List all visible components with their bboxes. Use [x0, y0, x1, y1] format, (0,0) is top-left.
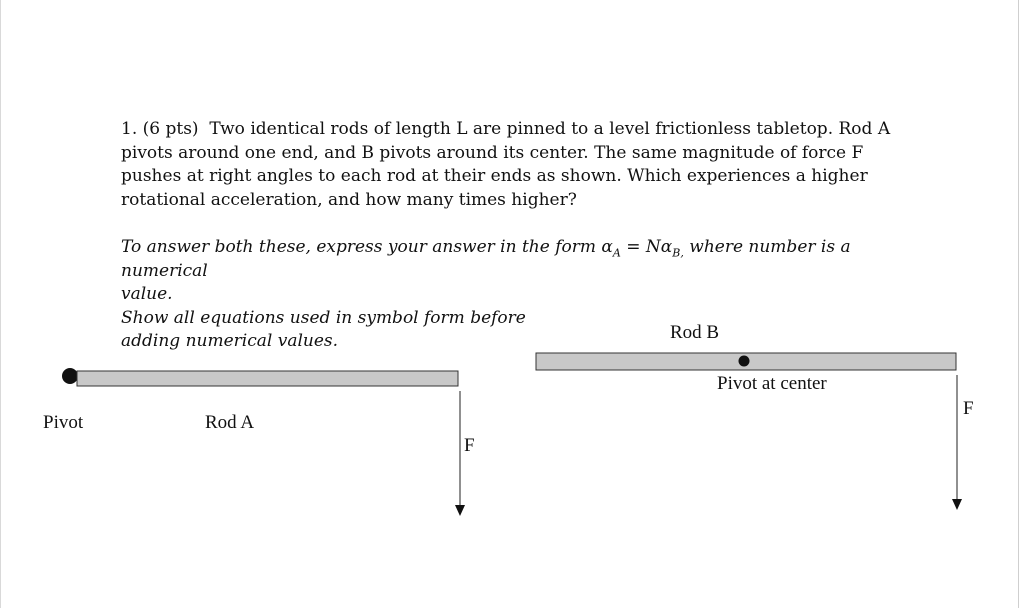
question-line-2: pivots around one end, and B pivots around its center. The same magnitude of force F: [121, 142, 864, 163]
rod-b-pivot-label: Pivot at center: [717, 373, 827, 394]
rod-b-force-arrowhead: [952, 499, 962, 510]
rod-a-label: Rod A: [205, 412, 255, 433]
rod-a-bar: [77, 371, 458, 386]
alpha-b-symbol: α: [660, 237, 673, 257]
instruction-line-4: adding numerical values.: [121, 331, 339, 351]
instruction-line-2: value.: [121, 284, 173, 304]
rod-b-force-label: F: [963, 398, 974, 419]
equals-n: = N: [620, 237, 661, 257]
alpha-b-subscript: B,: [672, 246, 684, 260]
rod-b-pivot-dot: [739, 356, 750, 367]
instruction-line-3: Show all equations used in symbol form before: [121, 307, 526, 328]
rod-a-pivot-dot: [62, 368, 78, 384]
question-line-1-text: Two identical rods of length L are pinned to a level frictionless tabletop. Rod A: [209, 119, 891, 139]
question-points: (6 pts): [142, 119, 199, 139]
rod-a-pivot-label: Pivot: [43, 412, 84, 433]
rod-a-force-arrowhead: [455, 505, 465, 516]
alpha-a-subscript: A: [612, 246, 621, 260]
question-line-3: pushes at right angles to each rod at their ends as shown. Which experiences a higher: [121, 166, 868, 186]
question-number: 1.: [121, 119, 138, 139]
rod-b-label: Rod B: [670, 322, 720, 343]
instruction-line-1-end: where number is a numerical: [121, 237, 851, 281]
instruction-line-1-start: To answer both these, express your answer in the form: [121, 237, 602, 257]
question-line-4: rotational acceleration, and how many times higher?: [121, 189, 577, 210]
rod-a-force-label: F: [464, 435, 475, 456]
alpha-a-symbol: α: [601, 237, 613, 257]
